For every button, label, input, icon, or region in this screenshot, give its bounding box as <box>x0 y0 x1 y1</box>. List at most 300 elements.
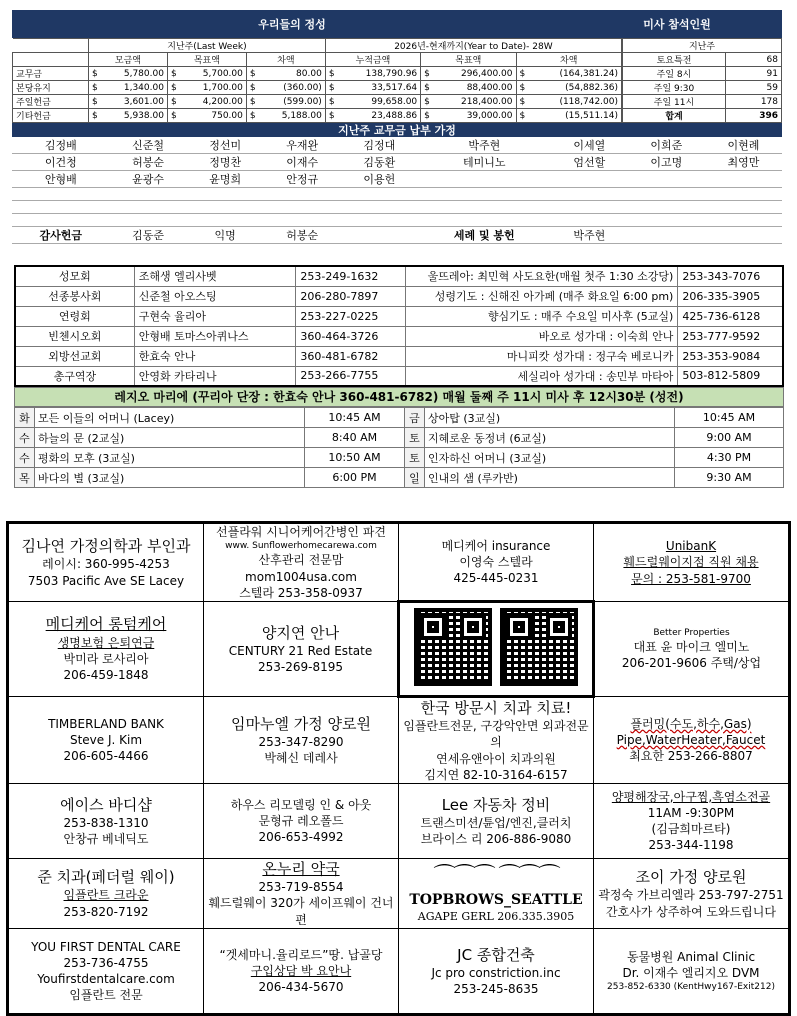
finance-value: 5,188.00 <box>259 109 326 123</box>
ad-cell <box>9 601 204 696</box>
tithe-name: 윤명희 <box>187 171 264 188</box>
currency-symbol: $ <box>89 81 101 95</box>
tithe-name: 허봉순 <box>110 154 187 171</box>
ad-row <box>9 601 789 696</box>
ad-cell <box>204 858 399 928</box>
ad-cell <box>594 858 789 928</box>
group-name: 인내의 샘 (루카반) <box>425 468 675 488</box>
ad-cell <box>204 696 399 783</box>
tithe-row <box>12 188 782 201</box>
ad-cell <box>9 858 204 928</box>
ad-line: 양평해장국,아구찜,흑염소전골 <box>611 789 771 804</box>
org-phone: 253-266-7755 <box>296 366 405 386</box>
group-day: 일 <box>405 468 425 488</box>
qr-codes-cell <box>399 601 594 696</box>
ad-cell <box>9 696 204 783</box>
col-header: 차액 <box>246 53 325 67</box>
offerings-section <box>12 10 782 244</box>
group-time: 10:45 AM <box>305 408 405 428</box>
ad-line: JC 종합건축 <box>457 945 535 964</box>
ad-line: (김금희마르타) <box>651 821 731 836</box>
tithe-name: 정선미 <box>187 137 264 154</box>
tithe-name <box>264 201 341 214</box>
tithe-name <box>341 201 418 214</box>
ad-line: 253-347-8290 <box>258 734 344 749</box>
group-name: 하늘의 문 (2교실) <box>35 428 305 448</box>
tithe-name <box>418 171 551 188</box>
thanks-name: 허봉순 <box>264 227 341 244</box>
tithe-name <box>628 201 705 214</box>
ad-line: 425-445-0231 <box>453 571 539 586</box>
ad-line: 253-736-4755 <box>63 955 149 970</box>
ad-line: 206-434-5670 <box>258 979 344 994</box>
ad-line: 206-605-4466 <box>63 748 149 763</box>
tithe-name: 이용헌 <box>341 171 418 188</box>
col-header: 모금액 <box>89 53 168 67</box>
currency-symbol: $ <box>89 67 101 81</box>
org-org: 선종봉사회 <box>15 286 134 306</box>
finance-row-label: 기타헌금 <box>13 109 89 123</box>
currency-symbol: $ <box>246 109 258 123</box>
tithe-row <box>12 154 782 171</box>
group-day: 목 <box>15 468 35 488</box>
tithe-title: 지난주 교무금 납부 가정 <box>12 123 782 137</box>
org-person: 신준철 아오스팅 <box>134 286 296 306</box>
attendance-label: 주일 8시 <box>623 67 726 81</box>
finance-value: 1,700.00 <box>180 81 247 95</box>
ad-line: 레이시: 360-995-4253 <box>42 557 170 572</box>
ad-cell <box>204 601 399 696</box>
ad-line: 하우스 리모델링 인 & 아웃 <box>230 797 372 812</box>
legio-group-row <box>15 448 784 468</box>
tithe-name: 이고명 <box>628 154 705 171</box>
org-phone: 253-227-0225 <box>296 306 405 326</box>
tithe-name: 김정배 <box>12 137 110 154</box>
ad-line: 임플란트전문, 구강악안면 외과전문의 <box>403 719 589 750</box>
org-row <box>15 346 783 366</box>
org-org: 연령회 <box>15 306 134 326</box>
org-person: 안영화 카타리나 <box>134 366 296 386</box>
org-person: 조해생 엘리사벳 <box>134 266 296 286</box>
ad-line: 양지연 안나 <box>261 623 340 642</box>
group-day: 수 <box>15 428 35 448</box>
group-name: 평화의 모후 (3교실) <box>35 448 305 468</box>
ad-line: Better Properties <box>653 627 730 638</box>
currency-symbol: $ <box>246 67 258 81</box>
currency-symbol: $ <box>325 109 337 123</box>
tithe-name <box>110 188 187 201</box>
ad-line: 스텔라 253-358-0937 <box>239 585 363 600</box>
ad-row <box>9 524 789 602</box>
finance-value: 23,488.86 <box>338 109 421 123</box>
currency-symbol: $ <box>167 67 179 81</box>
tithe-name: 이희준 <box>628 137 705 154</box>
group-name: 모든 이들의 어머니 (Lacey) <box>35 408 305 428</box>
organizations-section <box>14 265 784 488</box>
group-time: 10:45 AM <box>675 408 784 428</box>
ads-grid <box>8 523 789 1014</box>
ad-line: YOU FIRST DENTAL CARE <box>31 939 181 954</box>
finance-value: 218,400.00 <box>433 95 516 109</box>
tithe-name <box>341 214 418 227</box>
attendance-value: 91 <box>726 67 782 81</box>
eyelash-icon: ⌒⌒⌒ ⌒⌒⌒ <box>433 863 559 889</box>
finance-value: 80.00 <box>259 67 326 81</box>
tithe-name <box>551 201 628 214</box>
currency-symbol: $ <box>89 95 101 109</box>
finance-value: (118,742.00) <box>528 95 621 109</box>
tithe-name: 안정규 <box>264 171 341 188</box>
tithe-row <box>12 137 782 154</box>
ad-line: 박혜신 데레사 <box>264 751 338 766</box>
finance-row <box>13 81 622 95</box>
ad-line: 김지연 82-10-3164-6157 <box>424 767 568 782</box>
attendance-value: 178 <box>726 95 782 109</box>
attendance-value: 396 <box>726 109 782 123</box>
ad-cell <box>204 524 399 602</box>
currency-symbol: $ <box>516 95 528 109</box>
group-day: 토 <box>405 448 425 468</box>
ads-section <box>6 521 791 1016</box>
ad-line: 문형규 레오폴드 <box>258 813 344 828</box>
ad-cell <box>399 524 594 602</box>
tithe-name <box>551 171 628 188</box>
finance-value: 3,601.00 <box>101 95 168 109</box>
offerings-header <box>12 10 782 38</box>
tithe-row <box>12 214 782 227</box>
attendance-week-label: 지난주 <box>623 39 782 53</box>
ad-cell <box>204 928 399 1013</box>
tithe-name <box>110 201 187 214</box>
group-day: 토 <box>405 428 425 448</box>
tithe-name <box>264 214 341 227</box>
org-phone: 253-249-1632 <box>296 266 405 286</box>
org-org: 빈첸시오회 <box>15 326 134 346</box>
ad-row <box>9 696 789 783</box>
tithe-name <box>628 214 705 227</box>
ad-line: Youfirstdentalcare.com <box>37 971 175 986</box>
ad-line: 문의 : 253-581-9700 <box>631 571 751 586</box>
tithe-name: 정명찬 <box>187 154 264 171</box>
ad-line: 임플란트 크라운 <box>63 888 149 903</box>
ad-line: 박미라 로사리아 <box>63 651 149 666</box>
tithe-name <box>705 201 782 214</box>
finance-value: 5,700.00 <box>180 67 247 81</box>
ad-line: Steve J. Kim <box>69 732 143 747</box>
currency-symbol: $ <box>421 95 433 109</box>
tithe-name <box>551 214 628 227</box>
tithe-name: 이세열 <box>551 137 628 154</box>
tithe-name: 이건청 <box>12 154 110 171</box>
tithe-table <box>12 137 782 244</box>
group-name: 바다의 별 (3교실) <box>35 468 305 488</box>
org-person: 안형배 토마스아퀴나스 <box>134 326 296 346</box>
finance-row <box>13 109 622 123</box>
tithe-name <box>187 201 264 214</box>
org-group-phone: 503-812-5809 <box>678 366 783 386</box>
ad-line: 트랜스미션/튠업/엔진,클러치 <box>420 815 572 830</box>
attendance-label: 합계 <box>623 109 726 123</box>
currency-symbol: $ <box>246 81 258 95</box>
org-row <box>15 326 783 346</box>
ad-line: 플러밍(수도,하수,Gas) <box>630 716 752 731</box>
group-time: 8:40 AM <box>305 428 405 448</box>
finance-value: 88,400.00 <box>433 81 516 95</box>
ad-line: 206-459-1848 <box>63 668 149 683</box>
finance-row-label: 주일헌금 <box>13 95 89 109</box>
ad-line: 최요한 253-266-8807 <box>629 748 753 763</box>
ad-line: 11AM -9:30PM <box>647 805 735 820</box>
tithe-row <box>12 171 782 188</box>
ad-cell <box>594 524 789 602</box>
col-header: 목표액 <box>421 53 516 67</box>
ad-line: 산후관리 전문맘 mom1004usa.com <box>245 553 357 584</box>
finance-value: 33,517.64 <box>338 81 421 95</box>
ad-cell <box>399 928 594 1013</box>
currency-symbol: $ <box>421 67 433 81</box>
org-group: 마니피캇 성가대 : 정구숙 베로니카 <box>405 346 678 366</box>
currency-symbol: $ <box>325 67 337 81</box>
finance-value: (15,511.14) <box>528 109 621 123</box>
ad-row <box>9 783 789 858</box>
ad-line: 곽정숙 가브리엘라 253-797-2751 <box>598 888 784 903</box>
ad-line: 준 치과(페더럴 웨이) <box>37 868 175 887</box>
finance-value: 5,780.00 <box>101 67 168 81</box>
ad-line: 브라이스 리 206-886-9080 <box>420 832 572 847</box>
tithe-name <box>628 171 705 188</box>
tithe-name <box>628 188 705 201</box>
thanks-name: 김동준 <box>110 227 187 244</box>
last-week-label: 지난주(Last Week) <box>89 39 326 53</box>
thanks-row <box>12 227 782 244</box>
offerings-title: 우리들의 정성 <box>12 10 572 38</box>
tithe-name: 안형배 <box>12 171 110 188</box>
tithe-name <box>12 188 110 201</box>
ad-cell <box>594 601 789 696</box>
ad-line: 253-719-8554 <box>258 880 344 895</box>
finance-table <box>12 38 622 123</box>
tithe-name: 엄선할 <box>551 154 628 171</box>
ad-cell <box>204 783 399 858</box>
attendance-table <box>622 38 782 123</box>
legio-banner: 레지오 마리에 (꾸리아 단장 : 한효숙 안나 360-481-6782) 매월 둘째 주 11시 미사 후 12시30분 (성전) <box>14 387 784 407</box>
finance-value: 296,400.00 <box>433 67 516 81</box>
org-phone: 360-481-6782 <box>296 346 405 366</box>
org-row <box>15 366 783 386</box>
org-person: 한효숙 안나 <box>134 346 296 366</box>
finance-row-label: 본당유지 <box>13 81 89 95</box>
attendance-value: 68 <box>726 53 782 67</box>
ad-line: Jc pro constriction.inc <box>431 965 561 980</box>
ytd-label: 2026년-현재까지(Year to Date)- 28W <box>325 39 621 53</box>
finance-value: (599.00) <box>259 95 326 109</box>
currency-symbol: $ <box>516 67 528 81</box>
org-group-phone: 206-335-3905 <box>678 286 783 306</box>
tithe-name: 테미니노 <box>418 154 551 171</box>
org-group: 바오로 성가대 : 이숙희 안나 <box>405 326 678 346</box>
org-group: 향심기도 : 매주 수요일 미사후 (5교실) <box>405 306 678 326</box>
ad-line: TOPBROWS_SEATTLE <box>409 892 583 909</box>
tithe-name <box>12 214 110 227</box>
thanks-name <box>628 227 705 244</box>
ad-line: 253-852-6330 (KentHwy167-Exit212) <box>607 982 775 992</box>
ad-line: 메디케어 insurance <box>441 538 551 553</box>
ad-line: 임플란트 전문 <box>69 988 143 1003</box>
ad-line: 연세유앤아이 치과의원 <box>436 751 556 766</box>
thanks-name <box>705 227 782 244</box>
org-group-phone: 425-736-6128 <box>678 306 783 326</box>
ad-cell <box>9 928 204 1013</box>
attendance-label: 주일 9:30 <box>623 81 726 95</box>
ad-line: 253-344-1198 <box>648 838 734 853</box>
ad-cell <box>9 783 204 858</box>
tithe-name <box>705 171 782 188</box>
tithe-name <box>187 188 264 201</box>
attendance-label: 토요특전 <box>623 53 726 67</box>
finance-row <box>13 95 622 109</box>
currency-symbol: $ <box>516 109 528 123</box>
ad-line: Pipe,WaterHeater,Faucet <box>616 732 766 747</box>
org-group-phone: 253-777-9592 <box>678 326 783 346</box>
tithe-name <box>264 188 341 201</box>
ad-cell <box>9 524 204 602</box>
thanks-name: 세례 및 봉헌 <box>418 227 551 244</box>
col-header: 목표액 <box>167 53 246 67</box>
currency-symbol: $ <box>89 109 101 123</box>
currency-symbol: $ <box>246 95 258 109</box>
ad-line: 임마누엘 가정 양로원 <box>231 714 371 733</box>
ad-cell <box>399 696 594 783</box>
org-org: 총구역장 <box>15 366 134 386</box>
currency-symbol: $ <box>421 81 433 95</box>
finance-value: 39,000.00 <box>433 109 516 123</box>
attendance-title: 미사 참석인원 <box>572 10 782 38</box>
tithe-name <box>12 201 110 214</box>
ad-cell <box>594 783 789 858</box>
org-phone: 360-464-3726 <box>296 326 405 346</box>
org-group-phone: 253-343-7076 <box>678 266 783 286</box>
ad-line: 253-269-8195 <box>257 660 343 675</box>
group-name: 상아탑 (3교실) <box>425 408 675 428</box>
group-day: 금 <box>405 408 425 428</box>
finance-value: 4,200.00 <box>180 95 247 109</box>
ad-cell <box>399 783 594 858</box>
finance-value: (164,381.24) <box>528 67 621 81</box>
group-time: 10:50 AM <box>305 448 405 468</box>
tithe-name: 이재수 <box>264 154 341 171</box>
thanks-name: 익명 <box>187 227 264 244</box>
ad-line: 김나연 가정의학과 부인과 <box>21 537 191 556</box>
org-group: 성령기도 : 신해진 아가페 (매주 화요일 6:00 pm) <box>405 286 678 306</box>
ad-line: 선플라워 시니어케어간병인 파견 <box>216 525 386 539</box>
ad-line: 에이스 바디샵 <box>60 795 152 814</box>
ad-line: 206-653-4992 <box>258 829 344 844</box>
org-row <box>15 286 783 306</box>
tithe-name <box>418 214 551 227</box>
ad-line: 훼드럴웨이지점 직원 채용 <box>623 555 759 570</box>
thanks-name <box>341 227 418 244</box>
tithe-name: 이현례 <box>705 137 782 154</box>
thanks-name: 박주현 <box>551 227 628 244</box>
finance-value: (54,882.36) <box>528 81 621 95</box>
tithe-name <box>418 188 551 201</box>
ad-line: Dr. 이재수 엘리지오 DVM <box>622 965 760 980</box>
finance-row-label: 교무금 <box>13 67 89 81</box>
group-name: 지혜로운 동정녀 (6교실) <box>425 428 675 448</box>
ad-line: 안창규 베네딕도 <box>63 832 149 847</box>
tithe-name: 김정대 <box>341 137 418 154</box>
org-phone: 206-280-7897 <box>296 286 405 306</box>
org-group: 울뜨레아: 최민혁 사도요한(매월 첫주 1:30 소강당) <box>405 266 678 286</box>
qr-code-icon <box>500 608 578 686</box>
ad-row <box>9 858 789 928</box>
group-time: 9:30 AM <box>675 468 784 488</box>
currency-symbol: $ <box>167 81 179 95</box>
currency-symbol: $ <box>167 95 179 109</box>
org-org: 성모회 <box>15 266 134 286</box>
ad-line: CENTURY 21 Red Estate <box>228 643 373 658</box>
tithe-name: 최영만 <box>705 154 782 171</box>
thanks-label: 감사헌금 <box>12 227 110 244</box>
group-day: 수 <box>15 448 35 468</box>
finance-row <box>13 67 622 81</box>
finance-value: 5,938.00 <box>101 109 168 123</box>
tithe-name <box>187 214 264 227</box>
ad-cell <box>594 696 789 783</box>
ad-line: UnibanK <box>665 539 717 554</box>
ad-line: AGAPE GERL 206.335.3905 <box>417 910 575 924</box>
ad-cell <box>594 928 789 1013</box>
legio-group-row <box>15 408 784 428</box>
tithe-name <box>341 188 418 201</box>
ad-line: 206-201-9606 주택/상업 <box>621 655 762 670</box>
org-row <box>15 306 783 326</box>
ad-line: 대표 윤 마이크 엘미노 <box>633 639 750 654</box>
ad-line: 253-820-7192 <box>63 904 149 919</box>
ad-line: 동물병원 Animal Clinic <box>626 949 756 964</box>
ad-line: Lee 자동차 정비 <box>441 795 551 814</box>
group-time: 9:00 AM <box>675 428 784 448</box>
ad-row <box>9 928 789 1013</box>
ad-line: 온누리 약국 <box>262 859 340 878</box>
ad-line: 메디케어 롱텀케어 <box>45 615 167 634</box>
col-header: 누적금액 <box>325 53 420 67</box>
currency-symbol: $ <box>325 95 337 109</box>
finance-value: 99,658.00 <box>338 95 421 109</box>
tithe-name <box>110 214 187 227</box>
org-org: 외방선교회 <box>15 346 134 366</box>
attendance-value: 59 <box>726 81 782 95</box>
finance-value: 1,340.00 <box>101 81 168 95</box>
currency-symbol: $ <box>516 81 528 95</box>
org-group: 세실리아 성가대 : 송민부 마타아 <box>405 366 678 386</box>
ad-line: 7503 Pacific Ave SE Lacey <box>27 573 185 588</box>
finance-value: 138,790.96 <box>338 67 421 81</box>
ad-line: 253-838-1310 <box>63 815 149 830</box>
ad-line: www. Sunflowerhomecarewa.com <box>225 541 377 552</box>
finance-value: 750.00 <box>180 109 247 123</box>
group-name: 인자하신 어머니 (3교실) <box>425 448 675 468</box>
tithe-name: 김동환 <box>341 154 418 171</box>
org-row <box>15 266 783 286</box>
legio-group-row <box>15 468 784 488</box>
ad-line: 이영숙 스텔라 <box>459 554 533 569</box>
group-day: 화 <box>15 408 35 428</box>
ad-line: “겟세마니.율리로드”땅. 납골당 <box>219 947 383 962</box>
currency-symbol: $ <box>421 109 433 123</box>
tithe-name <box>705 188 782 201</box>
ad-line: 조이 가정 양로원 <box>635 868 747 887</box>
